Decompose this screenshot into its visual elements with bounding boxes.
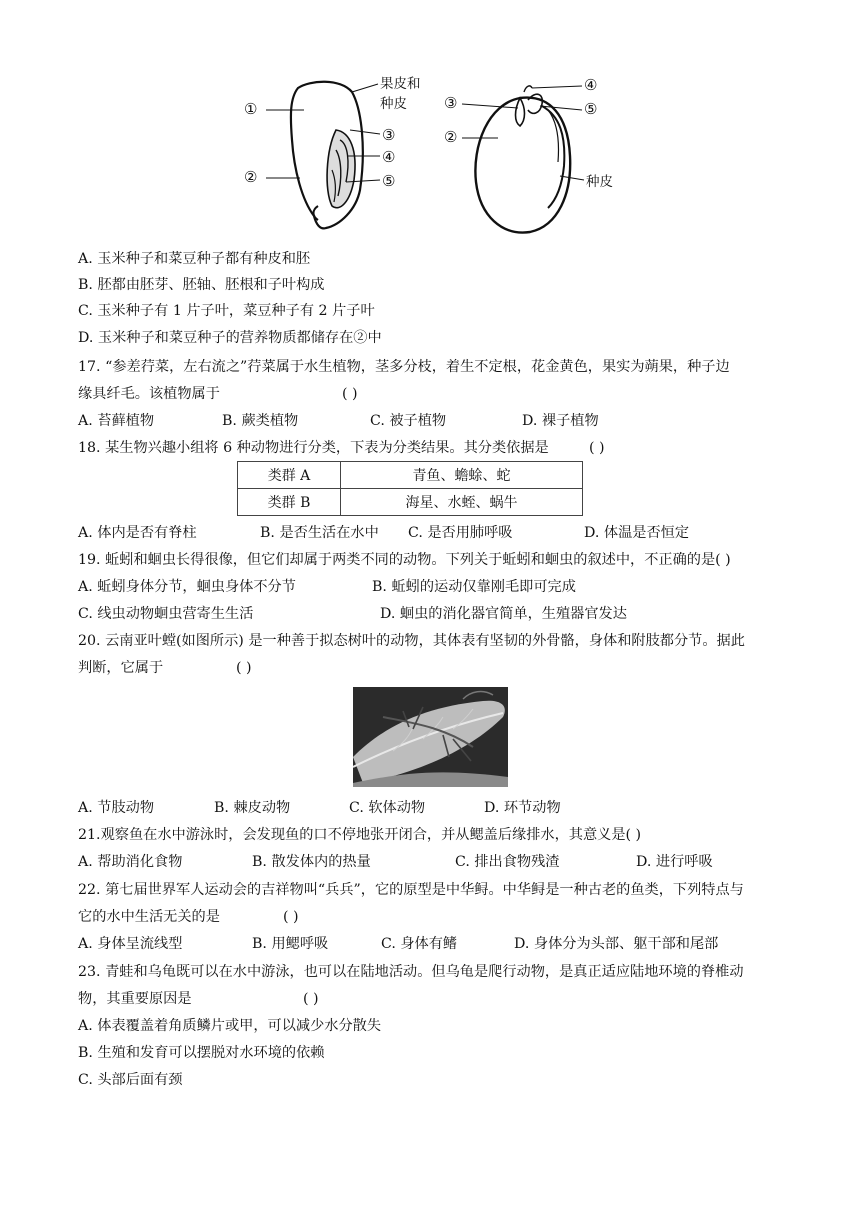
- q18-option-c: C. 是否用肺呼吸: [408, 525, 513, 541]
- bean-label-5: ⑤: [584, 100, 598, 118]
- q21-option-a: A. 帮助消化食物: [78, 854, 183, 870]
- q21-stem: 21.观察鱼在水中游泳时，会发现鱼的口不停地张开闭合，并从鳃盖后缘排水，其意义是( ): [78, 827, 642, 843]
- q17-stem-line1: 17. “参差荇菜，左右流之”荇菜属于水生植物，茎多分枝，着生不定根，花金黄色，果实为蒴果，种子边: [78, 359, 730, 375]
- q23-answer-paren: ( ): [303, 991, 319, 1007]
- q21-option-d: D. 进行呼吸: [636, 854, 713, 870]
- q17-stem-line2: 缘具纤毛。该植物属于: [78, 386, 220, 402]
- q16-option-c: C. 玉米种子有 1 片子叶，菜豆种子有 2 片子叶: [78, 303, 375, 319]
- table-row: [238, 462, 583, 489]
- q17-option-b: B. 蕨类植物: [222, 413, 299, 429]
- q19-option-a: A. 蚯蚓身体分节，蛔虫身体不分节: [78, 579, 296, 595]
- table-cell-members: 海星、水蛭、蜗牛: [341, 489, 583, 516]
- q18-stem: 18. 某生物兴趣小组将 6 种动物进行分类，下表为分类结果。其分类依据是: [78, 440, 549, 456]
- corn-label-1: ①: [244, 100, 258, 118]
- corn-pericarp-label: 果皮和: [380, 76, 421, 92]
- q20-option-b: B. 棘皮动物: [214, 800, 291, 816]
- q20-stem-line1: 20. 云南亚叶螳(如图所示) 是一种善于拟态树叶的动物，其体表有坚韧的外骨骼，身体和附肢都分节。据此: [78, 633, 745, 649]
- q23-stem-line2: 物，其重要原因是: [78, 991, 192, 1007]
- q23-stem-line1: 23. 青蛙和乌龟既可以在水中游泳，也可以在陆地活动。但乌龟是爬行动物，是真正适应陆地环境的脊椎动: [78, 964, 744, 980]
- q22-option-a: A. 身体呈流线型: [78, 936, 183, 952]
- table-row: [238, 489, 583, 516]
- q17-option-d: D. 裸子植物: [522, 413, 599, 429]
- q21-option-b: B. 散发体内的热量: [252, 854, 371, 870]
- q23-option-b: B. 生殖和发育可以摆脱对水环境的依赖: [78, 1045, 325, 1061]
- corn-label-4: ④: [382, 148, 396, 166]
- q16-option-b: B. 胚都由胚芽、胚轴、胚根和子叶构成: [78, 277, 325, 293]
- q22-option-c: C. 身体有鳍: [381, 936, 458, 952]
- table-cell-group: 类群 B: [238, 489, 341, 516]
- q22-answer-paren: ( ): [283, 909, 299, 925]
- bean-label-4: ④: [584, 76, 598, 94]
- bean-label-3: ③: [444, 94, 458, 112]
- corn-seedcoat-label: 种皮: [380, 96, 407, 112]
- q19-option-c: C. 线虫动物蛔虫营寄生生活: [78, 606, 254, 622]
- q22-option-d: D. 身体分为头部、躯干部和尾部: [514, 936, 719, 952]
- q22-stem-line1: 22. 第七届世界军人运动会的吉祥物叫“兵兵”，它的原型是中华鲟。中华鲟是一种古老的鱼类，下列特点与: [78, 882, 744, 898]
- q18-classification-table: [237, 461, 583, 516]
- leaf-mantis-drawing: [353, 687, 508, 787]
- q17-option-a: A. 苔藓植物: [78, 413, 155, 429]
- q20-stem-line2: 判断，它属于: [78, 660, 164, 676]
- q18-option-b: B. 是否生活在水中: [260, 525, 379, 541]
- q20-answer-paren: ( ): [236, 660, 252, 676]
- q16-option-a: A. 玉米种子和菜豆种子都有种皮和胚: [78, 251, 311, 267]
- q18-option-a: A. 体内是否有脊柱: [78, 525, 197, 541]
- q20-option-c: C. 软体动物: [349, 800, 426, 816]
- q18-option-d: D. 体温是否恒定: [584, 525, 690, 541]
- corn-label-5: ⑤: [382, 172, 396, 190]
- q20-option-a: A. 节肢动物: [78, 800, 155, 816]
- table-cell-group: 类群 A: [238, 462, 341, 489]
- corn-seed-figure: [240, 70, 430, 240]
- q19-option-d: D. 蛔虫的消化器官简单，生殖器官发达: [380, 606, 627, 622]
- q22-stem-line2: 它的水中生活无关的是: [78, 909, 220, 925]
- table-cell-members: 青鱼、蟾蜍、蛇: [341, 462, 583, 489]
- q19-option-b: B. 蚯蚓的运动仅靠刚毛即可完成: [372, 579, 576, 595]
- bean-seedcoat-label: 种皮: [586, 174, 613, 190]
- q22-option-b: B. 用鳃呼吸: [252, 936, 329, 952]
- bean-seed-drawing: [440, 76, 630, 242]
- corn-label-3: ③: [382, 126, 396, 144]
- q23-option-a: A. 体表覆盖着角质鳞片或甲，可以减少水分散失: [78, 1018, 382, 1034]
- q21-option-c: C. 排出食物残渣: [455, 854, 560, 870]
- q19-stem: 19. 蚯蚓和蛔虫长得很像，但它们却属于两类不同的动物。下列关于蚯蚓和蛔虫的叙述中，不正确的是( ): [78, 552, 731, 568]
- leaf-mantis-photo: [353, 687, 508, 787]
- bean-seed-figure: [440, 76, 630, 242]
- q17-option-c: C. 被子植物: [370, 413, 447, 429]
- q18-answer-paren: ( ): [589, 440, 605, 456]
- q17-answer-paren: ( ): [342, 386, 358, 402]
- bean-label-2: ②: [444, 128, 458, 146]
- q20-option-d: D. 环节动物: [484, 800, 561, 816]
- q16-option-d: D. 玉米种子和菜豆种子的营养物质都储存在②中: [78, 330, 382, 346]
- q23-option-c: C. 头部后面有颈: [78, 1072, 183, 1088]
- corn-label-2: ②: [244, 168, 258, 186]
